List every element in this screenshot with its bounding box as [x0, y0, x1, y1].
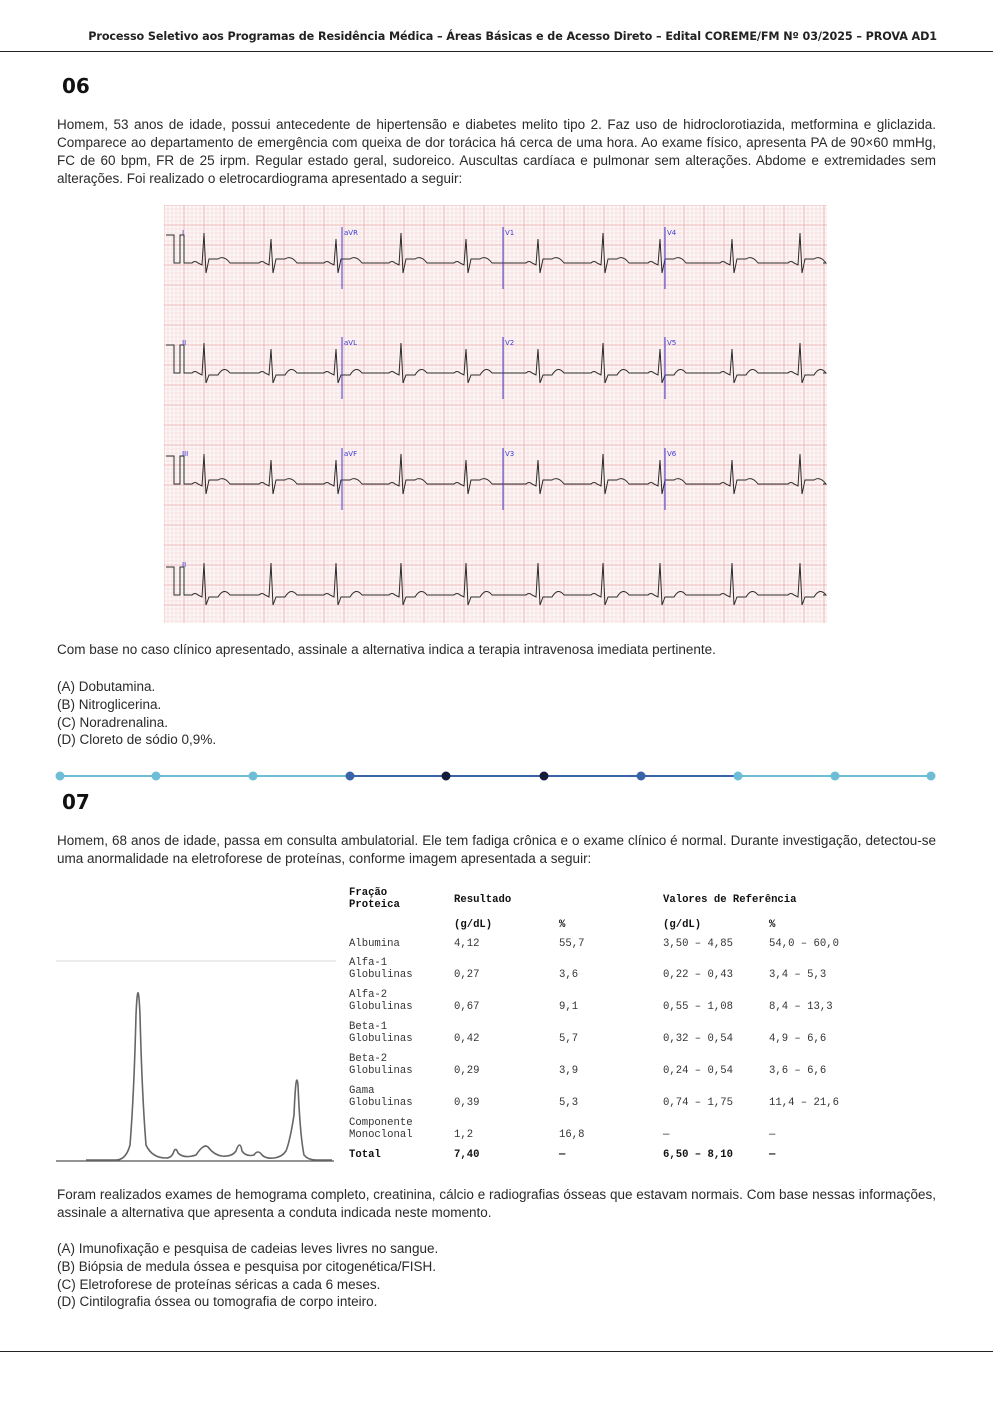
row-pct: —	[559, 1149, 566, 1161]
separator-dot	[637, 772, 646, 781]
row-gdl: 0,29	[454, 1065, 480, 1077]
page-header: Processo Seletivo aos Programas de Residência Médica – Áreas Básicas e de Acesso Direto – Edital COREME/FM Nº 03/2025 – PROVA AD1	[88, 30, 937, 43]
lead-label: aVL	[344, 339, 357, 347]
lead-label: V4	[667, 229, 677, 237]
row-name: Beta-1 Globulinas	[349, 1021, 413, 1045]
row-pct: 3,9	[559, 1065, 579, 1077]
unit-result-pct: %	[559, 919, 566, 931]
q07-option-b[interactable]: (B) Biópsia de medula óssea e pesquisa por citogenética/FISH.	[57, 1258, 436, 1274]
lead-label: V1	[505, 229, 515, 237]
row-name: Total	[349, 1149, 381, 1161]
q06-option-a[interactable]: (A) Dobutamina.	[57, 679, 156, 694]
row-gdl: 7,40	[454, 1149, 480, 1161]
lead-label: I	[182, 229, 185, 237]
lead-label: III	[182, 450, 189, 458]
row-ref-pct: —	[769, 1149, 776, 1161]
row-gdl: 0,39	[454, 1097, 480, 1109]
row-gdl: 0,27	[454, 969, 480, 981]
q07-option-c[interactable]: (C) Eletroforese de proteínas séricas a cada 6 meses.	[57, 1276, 381, 1292]
separator-dot	[442, 772, 451, 781]
row-ref-gdl: 0,24 – 0,54	[663, 1065, 733, 1077]
col-header-result: Resultado	[454, 894, 512, 906]
ecg-image	[164, 205, 827, 623]
q07-statement: Homem, 68 anos de idade, passa em consulta ambulatorial. Ele tem fadiga crônica e o exame clínico é normal. Durante investigação, detectou-se uma anormalidade na eletroforese de proteínas, conforme imagem apresentada a seguir:	[57, 833, 936, 866]
section-separator	[55, 766, 940, 786]
unit-ref-gdl: (g/dL)	[663, 919, 702, 931]
separator-dot	[346, 772, 355, 781]
q06-question: Com base no caso clínico apresentado, assinale a alternativa indica a terapia intravenosa imediata pertinente.	[57, 642, 716, 657]
lead-label: aVR	[344, 229, 358, 237]
lead-label: II	[182, 339, 187, 347]
lead-label: aVF	[344, 450, 358, 458]
lead-label: V2	[505, 339, 515, 347]
q07-options	[57, 1240, 438, 1311]
row-ref-pct: 3,4 – 5,3	[769, 969, 827, 981]
separator-dot	[56, 772, 65, 781]
question-number-06: 06	[62, 74, 90, 98]
lead-label: V6	[667, 450, 677, 458]
header-divider	[0, 51, 993, 52]
unit-result-gdl: (g/dL)	[454, 919, 493, 931]
row-ref-gdl: 0,32 – 0,54	[663, 1033, 733, 1045]
footer-divider	[0, 1351, 993, 1352]
lead-label: II	[182, 561, 187, 569]
row-pct: 9,1	[559, 1001, 579, 1013]
row-ref-pct: 8,4 – 13,3	[769, 1001, 833, 1013]
row-ref-gdl: 0,74 – 1,75	[663, 1097, 733, 1109]
row-ref-gdl: 0,55 – 1,08	[663, 1001, 733, 1013]
row-ref-gdl: —	[663, 1129, 670, 1141]
col-header-reference: Valores de Referência	[663, 894, 797, 906]
q07-option-d[interactable]: (D) Cintilografia óssea ou tomografia de corpo inteiro.	[57, 1294, 378, 1310]
lead-label: V5	[667, 339, 677, 347]
electrophoresis-curve	[56, 955, 336, 1165]
lead-label: V3	[505, 450, 515, 458]
q07-option-a[interactable]: (A) Imunofixação e pesquisa de cadeias leves livres no sangue.	[57, 1241, 439, 1256]
electrophoresis-trace	[86, 993, 332, 1161]
row-ref-pct: —	[769, 1129, 776, 1141]
separator-dot	[249, 772, 258, 781]
row-gdl: 0,67	[454, 1001, 480, 1013]
row-ref-gdl: 6,50 – 8,10	[663, 1149, 733, 1161]
separator-dot	[540, 772, 549, 781]
row-ref-pct: 54,0 – 60,0	[769, 938, 839, 950]
row-ref-pct: 4,9 – 6,6	[769, 1033, 827, 1045]
q06-option-b[interactable]: (B) Nitroglicerina.	[57, 696, 162, 712]
row-name: Alfa-1 Globulinas	[349, 957, 413, 981]
separator-dot	[734, 772, 743, 781]
separator-dot	[927, 772, 936, 781]
q06-option-d[interactable]: (D) Cloreto de sódio 0,9%.	[57, 732, 217, 748]
row-pct: 16,8	[559, 1129, 585, 1141]
row-gdl: 4,12	[454, 938, 480, 950]
separator-dot	[831, 772, 840, 781]
q07-question: Foram realizados exames de hemograma completo, creatinina, cálcio e radiografias ósseas que estavam normais. Com base nessas informações, assinale a alternativa que apresenta a conduta indicada neste momento.	[57, 1187, 936, 1220]
row-gdl: 1,2	[454, 1129, 474, 1141]
row-pct: 3,6	[559, 969, 579, 981]
unit-ref-pct: %	[769, 919, 776, 931]
row-name: Gama Globulinas	[349, 1085, 413, 1109]
row-name: Alfa-2 Globulinas	[349, 989, 413, 1013]
question-number-07: 07	[62, 790, 90, 814]
row-pct: 5,7	[559, 1033, 579, 1045]
row-pct: 55,7	[559, 938, 585, 950]
row-name: Albumina	[349, 938, 400, 950]
row-ref-pct: 3,6 – 6,6	[769, 1065, 827, 1077]
row-name: Componente Monoclonal	[349, 1117, 413, 1141]
q06-statement: Homem, 53 anos de idade, possui antecedente de hipertensão e diabetes melito tipo 2. Faz uso de hidroclorotiazida, metformina e gliclazida. Comparece ao departamento de emergência com queixa de dor torácica há cerca de uma hora. Ao exame físico, apresenta PA de 90×60 mmHg, FC de 60 bpm, FR de 25 irpm. Regular estado geral, sudoreico. Auscultas cardíaca e pulmonar sem alterações. Abdome e extremidades sem alterações. Foi realizado o eletrocardiograma apresentado a seguir:	[57, 117, 936, 186]
separator-dot	[152, 772, 161, 781]
row-ref-pct: 11,4 – 21,6	[769, 1097, 839, 1109]
row-pct: 5,3	[559, 1097, 579, 1109]
q06-option-c[interactable]: (C) Noradrenalina.	[57, 714, 169, 730]
col-header-fraction: Fração Proteica	[349, 887, 400, 911]
row-name: Beta-2 Globulinas	[349, 1053, 413, 1077]
row-ref-gdl: 3,50 – 4,85	[663, 938, 733, 950]
row-gdl: 0,42	[454, 1033, 480, 1045]
row-ref-gdl: 0,22 – 0,43	[663, 969, 733, 981]
q06-options	[57, 678, 216, 749]
